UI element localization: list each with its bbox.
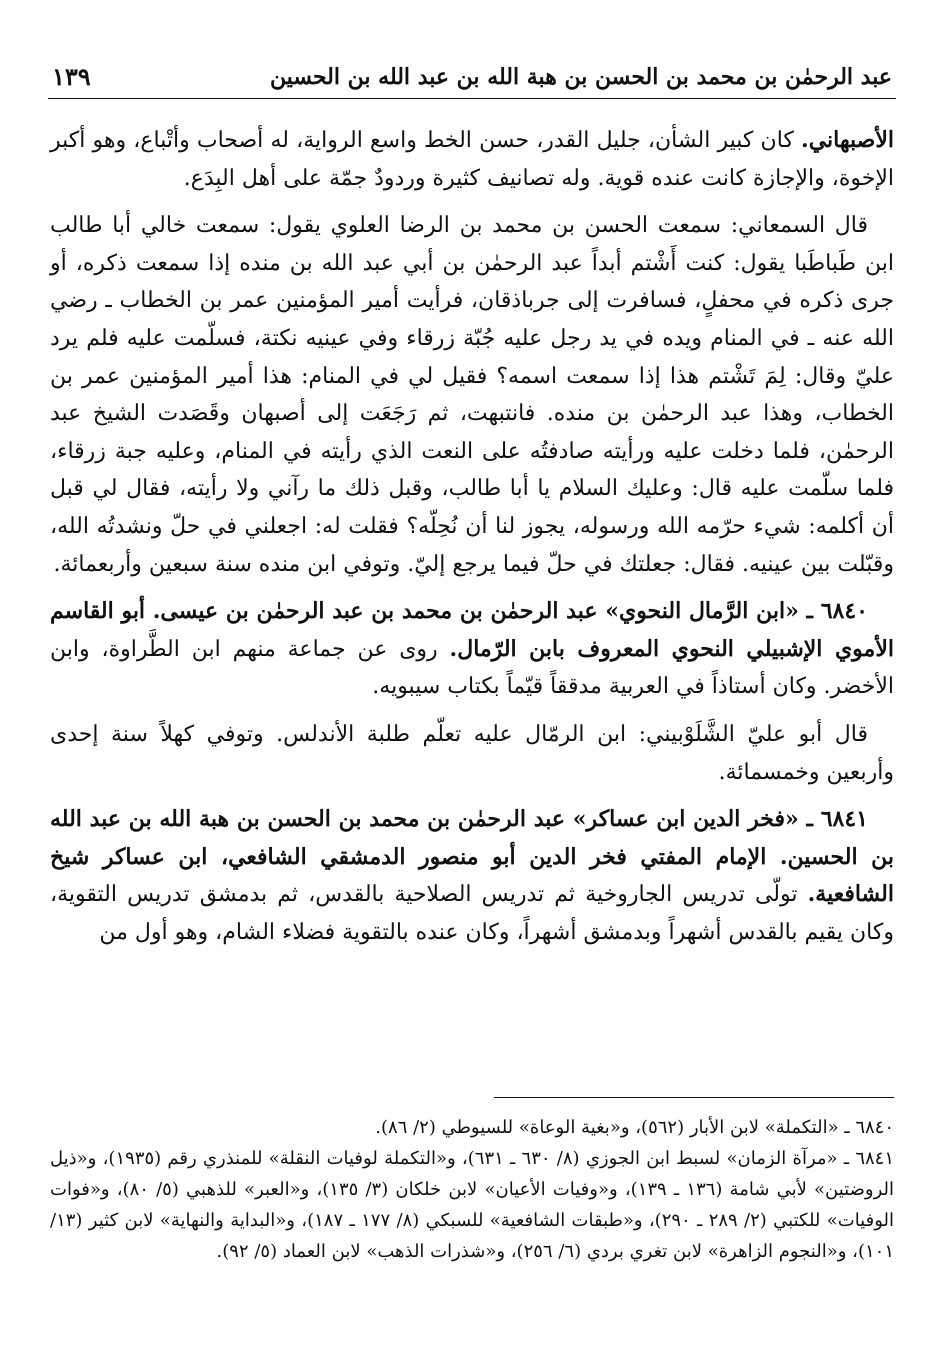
entry-6840	[50, 593, 894, 706]
footnote-6841: ٦٨٤١ ـ «مرآة الزمان» لسبط ابن الجوزي (٨/ ٦٣٠ ـ ٦٣١)، و«التكملة لوفيات النقلة» للمنذري رقم (١٩٣٥)، و«ذيل الروضتين» لأبي شامة (١٣٦ ـ ١٣٩)، و«وفيات الأعيان» لابن خلكان (٣/ ١٣٥)، و«العبر» للذهبي (٥/ ٨٠)، و«فوات الوفيات» للكتبي (٢/ ٢٨٩ ـ ٢٩٠)، و«طبقات الشافعية» للسبكي (٨/ ١٧٧ ـ ١٨٧)، و«البداية والنهاية» لابن كثير (١٣/ ١٠١)، و«النجوم الزاهرة» لابن تغري بردي (٦/ ٢٥٦)، و«شذرات الذهب» لابن العماد (٥/ ٩٢).	[50, 1148, 895, 1262]
paragraph-1	[50, 122, 894, 197]
footnote-6840: ٦٨٤٠ ـ «التكملة» لابن الأبار (٥٦٢)، و«بغية الوعاة» للسيوطي (٢/ ٨٦).	[375, 1117, 894, 1138]
paragraph-1-lead: الأصبهاني.	[801, 127, 894, 153]
paragraph-2-text: قال السمعاني: سمعت الحسن بن محمد بن الرضا العلوي يقول: سمعت خالي أبا طالب ابن طَباطَبا يقول: كنت أَشْتم أبداً عبد الرحمٰن بن أبي عبد الله بن منده إذا سمعت ذكره، أو جرى ذكره في محفلٍ، فسافرت إلى جرباذقان، فرأيت أمير المؤمنين عمر بن الخطاب ـ رضي الله عنه ـ في المنام ويده في يد رجل عليه جُبّة زرقاء وفي عينيه نكتة، فسلّمت عليه فلم يرد عليّ وقال: لِمَ تَشْتم هذا إذا سمعت اسمه؟ فقيل لي في المنام: هذا أمير المؤمنين عمر بن الخطاب، وهذا عبد الرحمٰن بن منده. فانتبهت، ثم رَجَعَت إلى أصبهان وقَصَدت الشيخ عبد الرحمٰن، فلما دخلت عليه ورأيته صادفتُه على النعت الذي رأيته في المنام، وعليه جبة زرقاء، فلما سلّمت عليه قال: وعليك السلام يا أبا طالب، وقبل ذلك ما رآني ولا رأيته، فقال لي قبل أن أكلمه: شيء حرّمه الله ورسوله، يجوز لنا أن نُحِلّه؟ فقلت له: اجعلني في حلّ ونشدتُه الله، وقبّلت بين عينيه. فقال: جعلتك في حلّ فيما يرجع إليّ. وتوفي ابن منده سنة سبعين وأربعمائة.	[50, 213, 895, 577]
entry-6840-text: روى عن جماعة منهم ابن الطَّراوة، وابن الأخضر. وكان أستاذاً في العربية مدققاً قيّماً بكتاب سيبويه.	[50, 636, 894, 700]
entry-6840-heading: ٦٨٤٠ ـ «ابن الرَّمال النحوي» عبد الرحمٰن بن محمد بن عبد الرحمٰن بن عيسى. أبو القاسم الأموي الإشبيلي النحوي المعروف بابن الرّمال.	[50, 598, 894, 662]
entry-6841-heading: ٦٨٤١ ـ «فخر الدين ابن عساكر» عبد الرحمٰن بن محمد بن الحسن بن هبة الله بن عبد الله بن الحسين. الإمام المفتي فخر الدين أبو منصور الدمشقي الشافعي، ابن عساكر شيخ الشافعية.	[50, 806, 894, 908]
paragraph-4	[50, 716, 894, 791]
page-header	[48, 58, 896, 99]
main-text	[50, 122, 894, 961]
paragraph-1-text: كان كبير الشأن، جليل القدر، حسن الخط واسع الرواية، له أصحاب وأتْباع، وهو أكبر الإخوة، والإجازة كانت عنده قوية. وله تصانيف كثيرة وردودٌ جمّة على أهل البِدَع.	[50, 128, 894, 191]
running-head: عبد الرحمٰن بن محمد بن الحسن بن هبة الله بن عبد الله بن الحسين	[269, 64, 892, 90]
footnotes	[50, 1112, 894, 1267]
entry-6841-text: تولّى تدريس الجاروخية ثم تدريس الصلاحية بالقدس، ثم بدمشق تدريس التقوية، وكان يقيم بالقدس أشهراً وبدمشق أشهراً، وكان عنده بالتقوية فضلاء الشام، وهو أول من	[50, 882, 894, 945]
page-number: ١٣٩	[52, 62, 91, 91]
paragraph-4-text: قال أبو عليّ الشَّلَوْبيني: ابن الرمّال عليه تعلّم طلبة الأندلس. وتوفي كهلاً سنة إحدى وأربعين وخمسمائة.	[50, 721, 894, 785]
footnote-divider	[494, 1097, 894, 1098]
entry-6841	[50, 801, 894, 951]
paragraph-2	[50, 207, 894, 583]
